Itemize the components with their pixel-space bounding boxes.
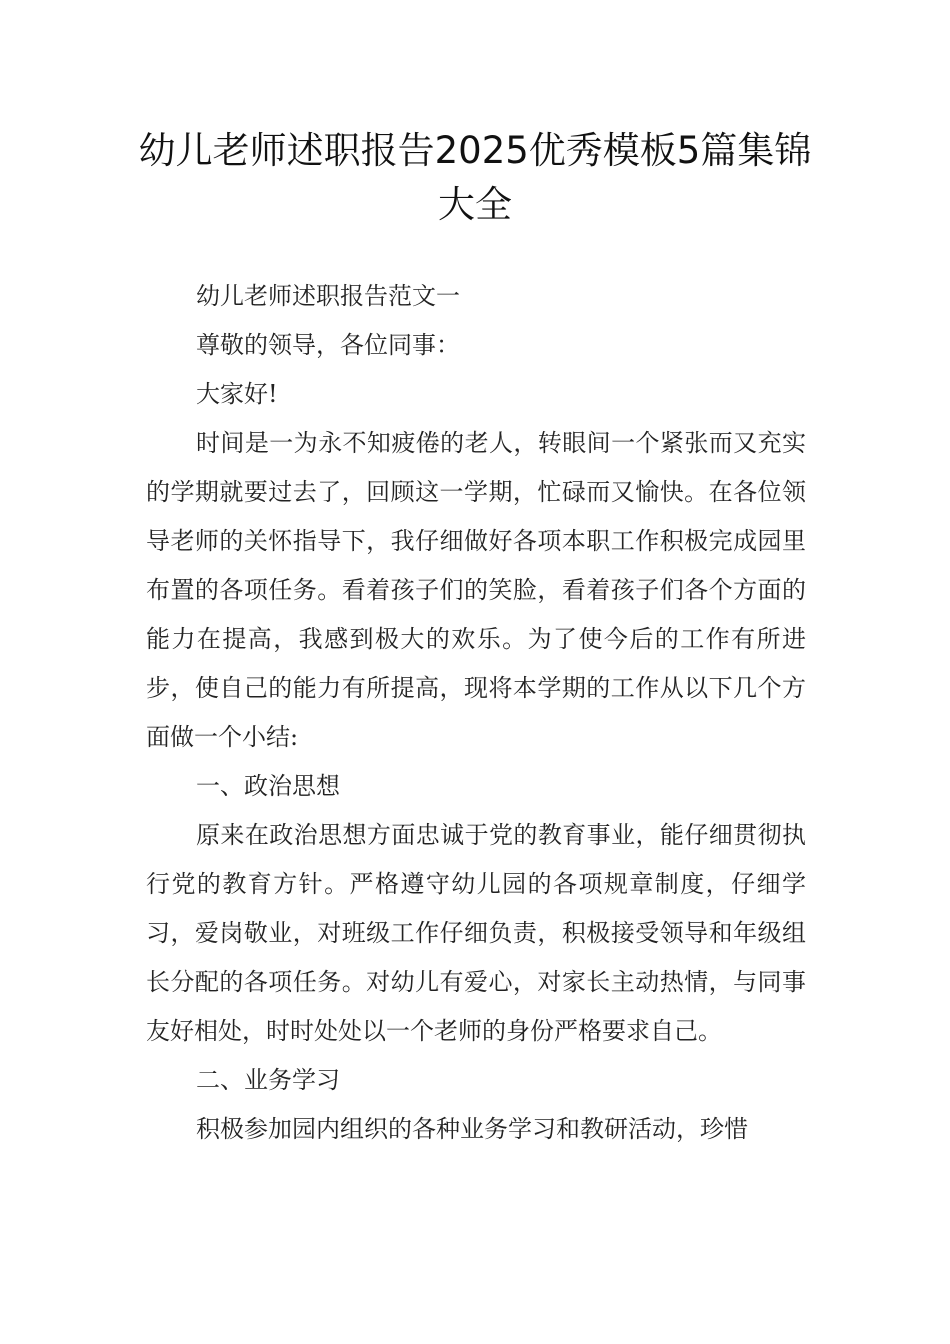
paragraph-political-thought: 原来在政治思想方面忠诚于党的教育事业，能仔细贯彻执行党的教育方针。严格遵守幼儿园的各项规章制度，仔细学习，爱岗敬业，对班级工作仔细负责，积极接受领导和年级组长分配的各项任务。对幼儿有爱心，对家长主动热情，与同事友好相处，时时处处以一个老师的身份严格要求自己。 (146, 821, 806, 1045)
paragraph-section-heading: 幼儿老师述职报告范文一 (196, 282, 460, 310)
paragraph-salutation: 尊敬的领导，各位同事： (196, 331, 460, 359)
document-title: 幼儿老师述职报告2025优秀模板5篇集锦大全 (138, 129, 812, 226)
heading-professional-study: 二、业务学习 (196, 1066, 340, 1094)
paragraph-professional-study: 积极参加园内组织的各种业务学习和教研活动，珍惜 (196, 1115, 748, 1143)
document-body (146, 272, 806, 1154)
paragraph-introduction: 时间是一为永不知疲倦的老人，转眼间一个紧张而又充实的学期就要过去了，回顾这一学期，忙碌而又愉快。在各位领导老师的关怀指导下，我仔细做好各项本职工作积极完成园里布置的各项任务。看着孩子们的笑脸，看着孩子们各个方面的能力在提高，我感到极大的欢乐。为了使今后的工作有所进步，使自己的能力有所提高，现将本学期的工作从以下几个方面做一个小结: (146, 429, 806, 751)
heading-political-thought: 一、政治思想 (196, 772, 340, 800)
paragraph-greeting: 大家好! (196, 380, 278, 408)
